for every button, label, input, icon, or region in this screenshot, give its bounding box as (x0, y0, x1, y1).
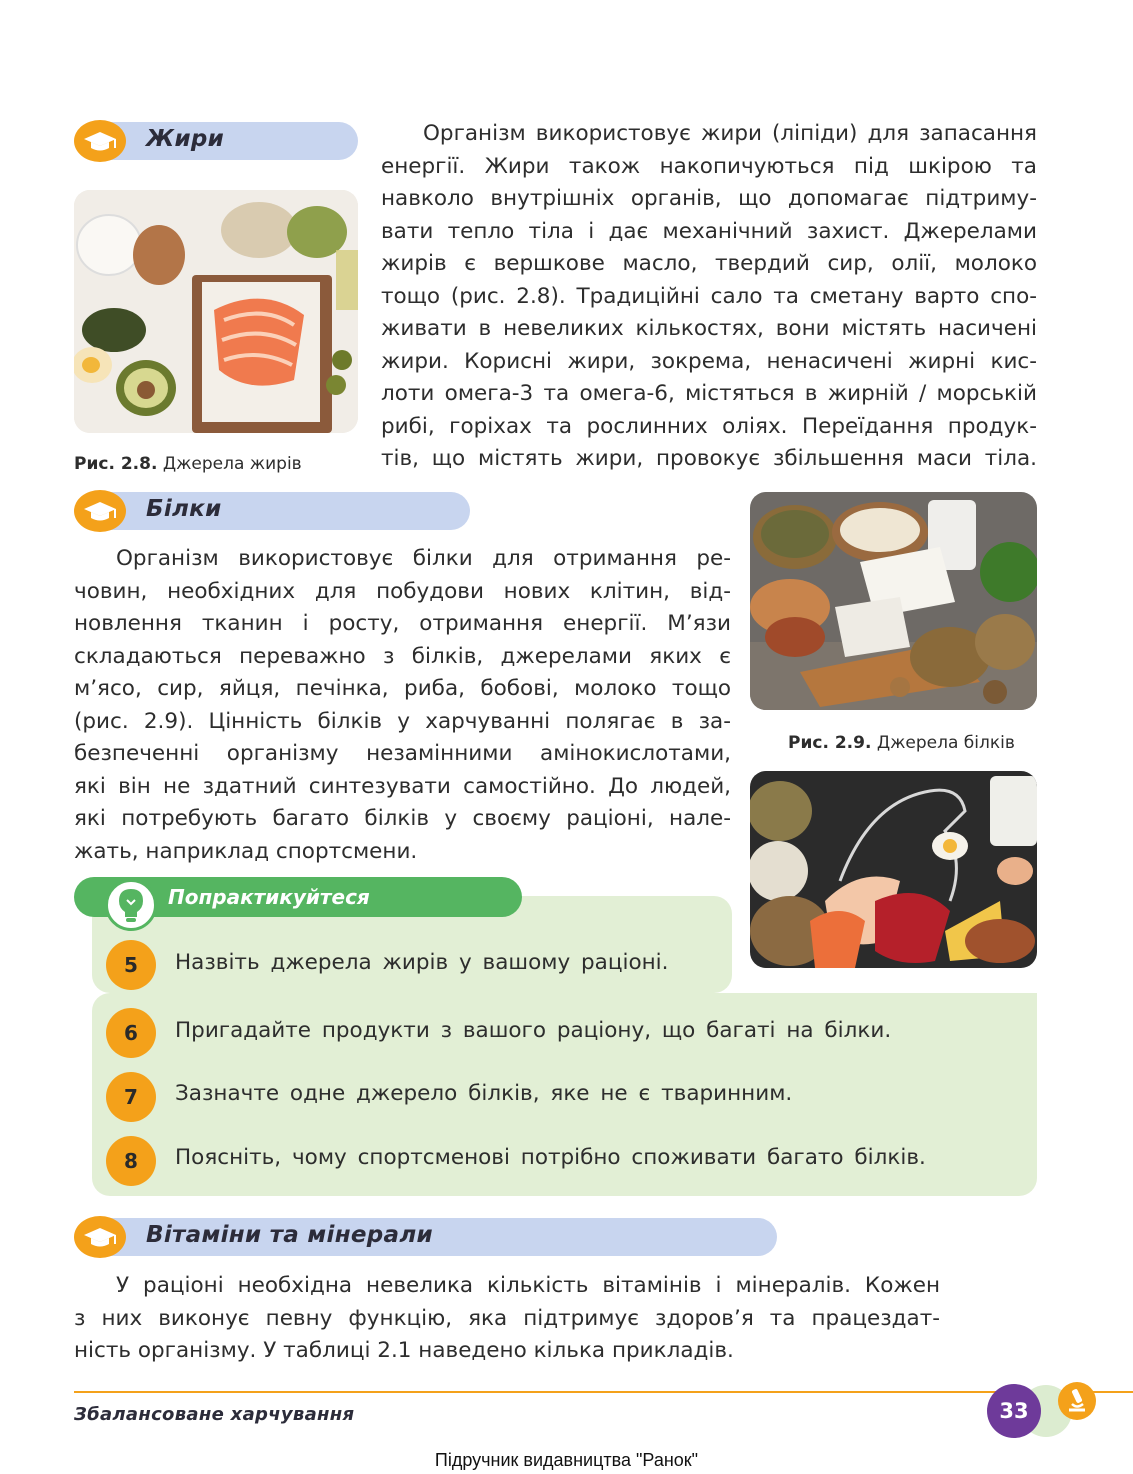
caption-text: Джерела білків (876, 733, 1015, 753)
section-header-bar (96, 122, 358, 160)
text-line: ність організму. У таблиці 2.1 наведено кілька прикладів. (74, 1338, 734, 1363)
text-line: човин, необхідних для побудови нових клітин, від- (74, 578, 731, 604)
caption-text: Джерела жирів (162, 454, 302, 474)
text-line: жирів є вершкове масло, твердий сир, олії, молоко (381, 251, 1037, 276)
proteins-photo-2 (750, 771, 1037, 968)
task-number: 5 (106, 940, 156, 990)
graduation-cap-icon (74, 1216, 126, 1258)
microscope-icon (1058, 1382, 1096, 1420)
text-line: жать, наприклад спортсмени. (74, 838, 418, 864)
page-number: 33 (987, 1384, 1041, 1438)
text-line: жири. Корисні жири, зокрема, ненасичені жирні кис- (381, 348, 1037, 374)
text-line: живати в невеликих кількостях, вони містять насичені (381, 316, 1037, 341)
task-number: 8 (106, 1136, 156, 1186)
task-number: 7 (106, 1072, 156, 1122)
publisher-note: Підручник видавництва "Ранок" (434, 1450, 699, 1470)
section-title: Вітаміни та мінерали (146, 1222, 433, 1248)
text-line: м’ясо, сир, яйця, печінка, риба, бобові, молоко тощо (74, 676, 731, 701)
task-text: Пригадайте продукти з вашого раціону, що багаті на білки. (175, 1018, 892, 1043)
text-line: які він не здатний синтезувати самостійно. До людей, (74, 773, 731, 799)
task-number: 6 (106, 1008, 156, 1058)
section-title: Білки (146, 496, 222, 522)
text-line: вати тепло тіла і дає механічний захист. Джерелами (381, 218, 1037, 244)
text-line: які потребують багато білків у своєму раціоні, нале- (74, 806, 731, 831)
text-line: безпеченні організму незамінними амінокислотами, (74, 741, 731, 766)
text-line: Організм використовує білки для отримання ре- (116, 546, 731, 571)
task-text: Назвіть джерела жирів у вашому раціоні. (175, 950, 669, 975)
text-line: У раціоні необхідна невелика кількість вітамінів і мінералів. Кожен (116, 1273, 940, 1298)
text-line: складаються переважно з білків, джерелами яких є (74, 643, 731, 669)
graduation-cap-icon (74, 490, 126, 532)
text-line: рибі, горіхах та рослинних оліях. Переїдання продук- (381, 413, 1037, 439)
vitamins-paragraph (74, 1270, 940, 1368)
text-line: Організм використовує жири (ліпіди) для запасання (423, 121, 1037, 146)
graduation-cap-icon (74, 120, 126, 162)
section-header-vitamins (74, 1216, 777, 1258)
proteins-photo-1 (750, 492, 1037, 710)
caption-label: Рис. 2.8. (74, 454, 158, 474)
proteins-paragraph (74, 543, 731, 868)
lightbulb-puzzle-icon (105, 879, 157, 931)
section-header-proteins (74, 490, 470, 532)
text-line: новлення тканин і росту, отримання енергії. М’язи (74, 611, 731, 636)
proteins-caption (788, 733, 1015, 753)
caption-label: Рис. 2.9. (788, 733, 872, 753)
text-line: тощо (рис. 2.8). Традиційні сало та сметану варто спо- (381, 283, 1037, 309)
footer-divider (74, 1391, 1133, 1393)
task-text: Зазначте одне джерело білків, яке не є тваринним. (175, 1081, 793, 1106)
text-line: з них виконує певну функцію, яка підтримує здоров’я та працездат- (74, 1305, 940, 1331)
fats-paragraph (381, 118, 1037, 476)
text-line: лоти омега-3 та омега-6, містяться в жирній / морській (381, 381, 1037, 406)
footer-section-title: Збалансоване харчування (74, 1404, 355, 1425)
text-line: (рис. 2.9). Цінність білків у харчуванні полягає в за- (74, 708, 731, 734)
practice-title: Попрактикуйтеся (168, 885, 370, 909)
task-text: Поясніть, чому спортсменові потрібно споживати багато білків. (175, 1145, 926, 1170)
text-line: тів, що містять жири, провокує збільшення маси тіла. (381, 446, 1037, 471)
fats-caption (74, 454, 302, 474)
section-header-fats (74, 120, 358, 162)
fats-photo (74, 190, 358, 433)
text-line: енергії. Жири також накопичуються під шкірою та (381, 153, 1037, 179)
section-title: Жири (146, 126, 225, 152)
text-line: навколо внутрішніх органів, що допомагає підтриму- (381, 186, 1037, 211)
